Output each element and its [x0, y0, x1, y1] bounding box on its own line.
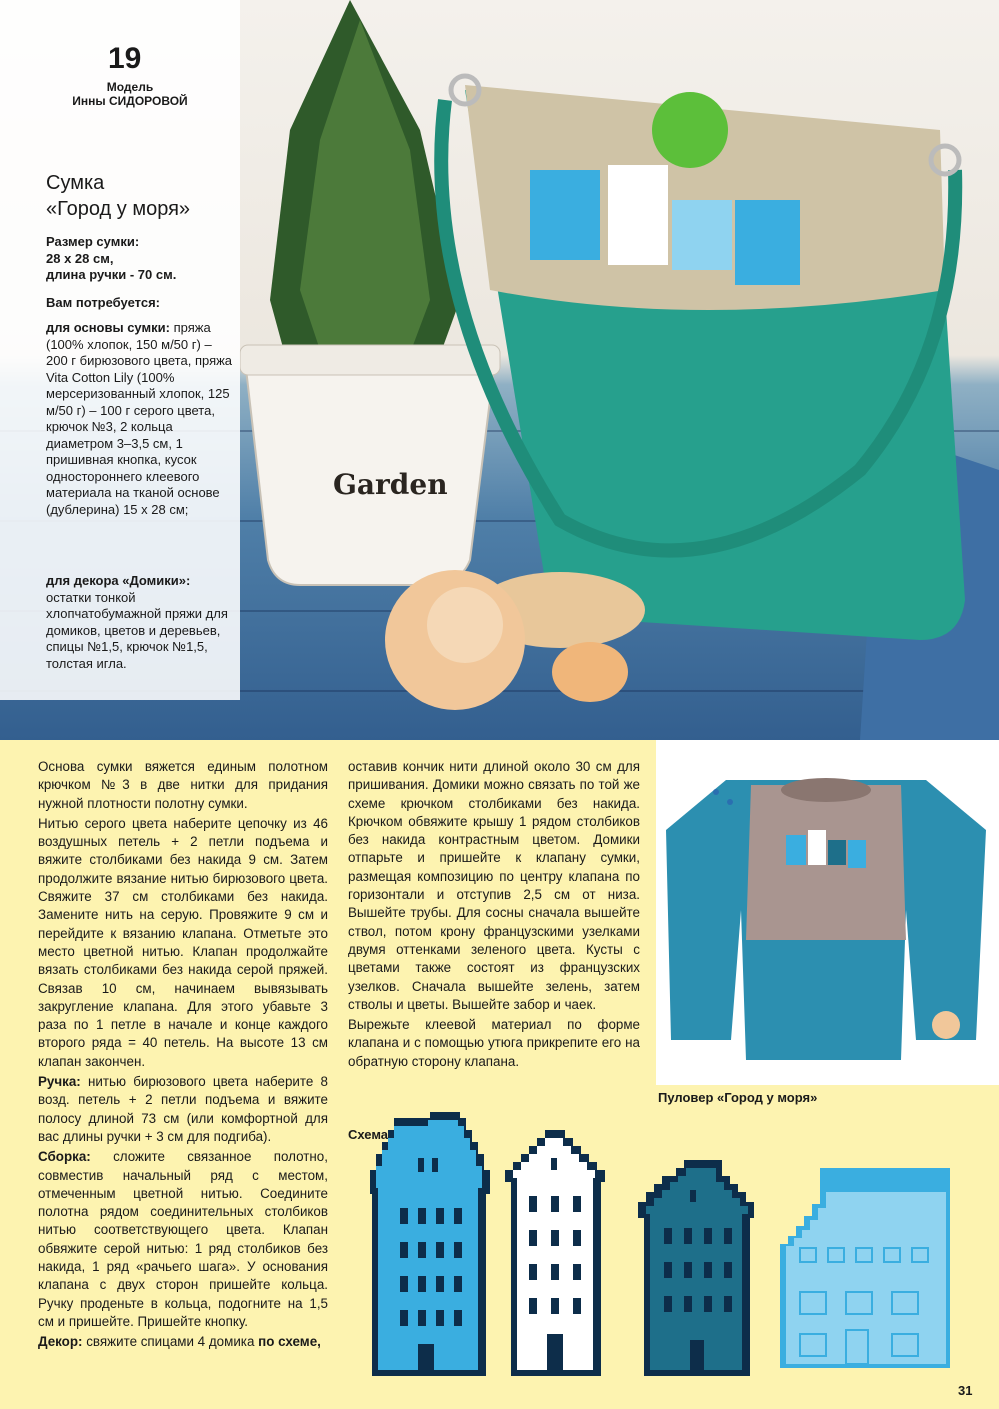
sea-shells	[385, 570, 645, 710]
garden-pot	[240, 345, 500, 585]
schema-label: Схема	[348, 1127, 389, 1142]
paragraph-houses: оставив кончик нити длиной около 30 см для пришивания. Домики можно связать по той же схеме крючком столбиками без накида. Крючком обвяжите крышу 1 рядом столбиков без накида контрастным цветом. Домики отпарьте и пришейте к клапану сумки, размещая композицию по центру клапана по горизонтали и отступив 2,5 см от низа. Вышейте трубы. Для сосны сначала вышейте ствол, потом крону французскими узелками двумя оттенками зеленого цвета. Кусты с цветами также состоят из французских узелков. Сначала вышейте зелень, затем стволы и цветы. Вышейте забор и чаек.	[348, 759, 640, 1012]
pot-label: Garden	[333, 468, 448, 501]
paragraph-decor: Декор: свяжите спицами 4 домика по схеме,	[38, 1334, 321, 1350]
sweater-photo	[656, 740, 999, 1085]
houses-schema	[370, 1108, 960, 1380]
materials-base: для основы сумки: пряжа (100% хлопок, 150 м/50 г) – 200 г бирюзового цвета, пряжа Vita Cotton Lily (100% мерсеризованный хлопок, 125 м/50 г) – 100 г серого цвета, крючок №3, 2 кольца диаметром 3–3,5 см, 1 пришивная кнопка, кусок одностороннего клеевого материала на тканой основе (дублерина) 15 х 28 см;	[46, 320, 233, 517]
crochet-bag	[441, 76, 965, 640]
house-4	[780, 1168, 950, 1368]
house-1	[370, 1112, 490, 1376]
page-number: 31	[958, 1383, 973, 1398]
paragraph-body: Нитью серого цвета наберите цепочку из 46 воздушных петель + 2 петли подъема и вяжите столбиками без накида 9 см. Затем продолжите вязание нитью бирюзового цвета. Свяжите 37 см столбиками без накида. Замените нить на серую. Провяжите 9 см и перейдите к вязанию клапана. Отметьте это место цветной нитью. Клапан продолжайте вязать столбиками без накида серой пряжей. Связав 10 см, начинаем вывязывать закругление клапана. Для этого убавьте 3 раза по 1 петле в начале и конце каждого второго ряда = 40 петель. На высоте 13 см клапан закончен.	[38, 815, 328, 1069]
article-title: Сумка «Город у моря»	[46, 172, 191, 220]
instructions-column-2	[348, 758, 640, 1073]
sweater-caption: Пуловер «Город у моря»	[658, 1090, 818, 1105]
house-2	[505, 1130, 605, 1376]
paragraph-handle: Ручка: нитью бирюзового цвета наберите 8 возд. петель + 2 петли подъема и вяжите полосу длиной 73 см (или комфортной для вас длины ручки + 3 см для подгиба).	[38, 1074, 328, 1144]
house-3	[638, 1160, 754, 1376]
materials-heading: Вам потребуется:	[46, 295, 160, 310]
paragraph-intro: Основа сумки вяжется единым полотном крючком №3 в две нитки для придания нужной плотности полотну сумки.	[38, 759, 328, 811]
sweater-illustration	[656, 740, 999, 1085]
model-author: Модель Инны СИДОРОВОЙ	[72, 80, 188, 108]
model-number: 19	[108, 42, 142, 75]
paragraph-assembly: Сборка: сложите связанное полотно, совместив начальный ряд с местом, отмеченным цветной нитью. Соедините полотна рядом соединительных столбиков нитью соответствующего цвета. Клапан обвяжите серой нитью: 1 ряд столбиков без накида, 1 ряд «рачьего шага». У основания клапана с двух сторон пришейте кольца. Ручку проденьте в кольца, подогните на 1,5 см и пришейте. Пришейте кнопку.	[38, 1149, 328, 1329]
instructions-column-1	[38, 758, 328, 1354]
paragraph-interfacing: Вырежьте клеевой материал по форме клапана и с помощью утюга прикрепите его на обратную сторону клапана.	[348, 1017, 640, 1069]
materials-decor: для декора «Домики»: остатки тонкой хлопчатобумажной пряжи для домиков, цветов и деревьев, спицы №1,5, крючок №1,5, толстая игла.	[46, 573, 228, 671]
bag-size: Размер сумки: 28 x 28 см, длина ручки - 70 см.	[46, 234, 177, 282]
